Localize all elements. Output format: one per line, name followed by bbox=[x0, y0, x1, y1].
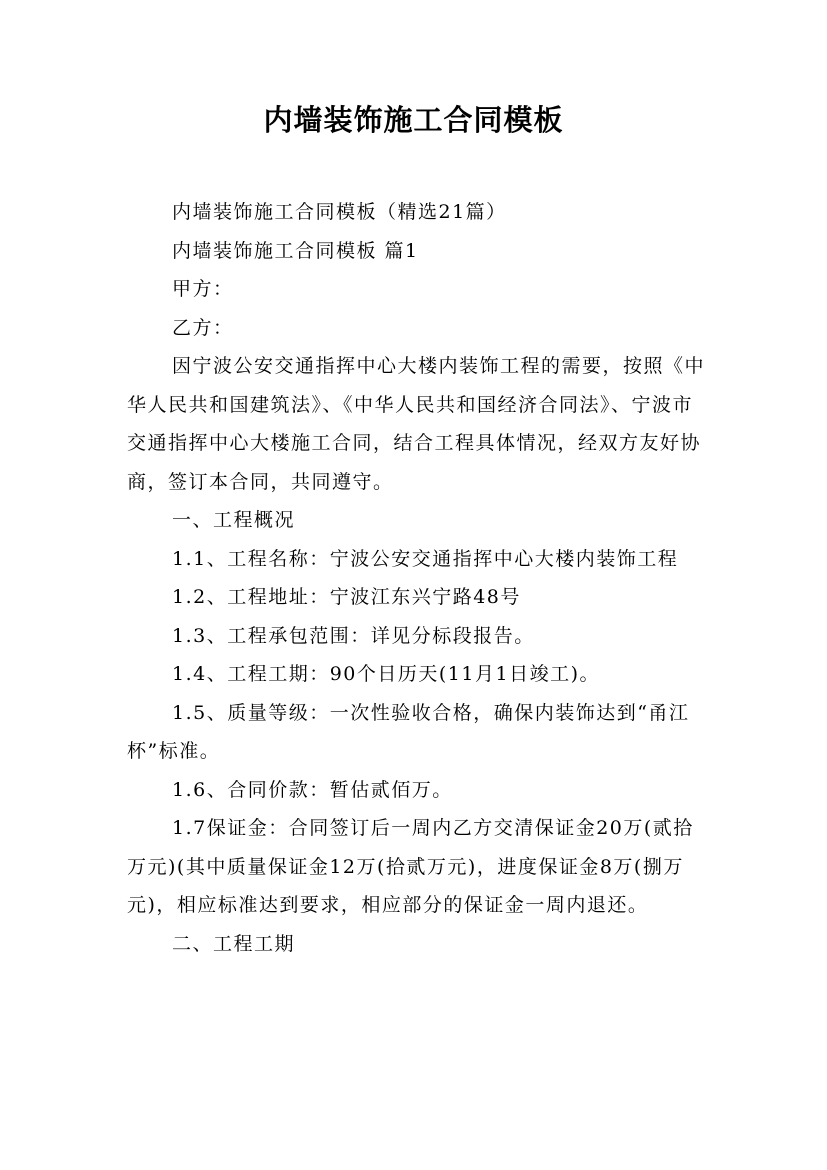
clause-1-4: 1.4、工程工期：90个日历天(11月1日竣工)。 bbox=[172, 663, 600, 685]
paragraph-article-heading: 内墙装饰施工合同模板 篇1 bbox=[172, 239, 419, 262]
paragraph-party-a: 甲方： bbox=[172, 278, 234, 300]
clause-1-1: 1.1、工程名称：宁波公安交通指挥中心大楼内装饰工程 bbox=[172, 547, 679, 570]
clause-1-2: 1.2、工程地址：宁波江东兴宁路48号 bbox=[172, 586, 521, 608]
paragraph-party-b: 乙方： bbox=[172, 316, 234, 339]
clause-1-7: 1.7保证金：合同签订后一周内乙方交清保证金20万(贰拾万元)(其中质量保证金12万(拾贰万元)，进度保证金8万(捌万元)，相应标准达到要求，相应部分的保证金一周内退还。 bbox=[127, 817, 694, 916]
document-title: 内墙装饰施工合同模板 bbox=[263, 103, 564, 137]
paragraph-collection-title: 内墙装饰施工合同模板（精选21篇） bbox=[172, 201, 507, 223]
document-body bbox=[127, 193, 707, 963]
paragraph-preamble: 因宁波公安交通指挥中心大楼内装饰工程的需要，按照《中华人民共和国建筑法》、《中华人民共和国经济合同法》、宁波市交通指挥中心大楼施工合同，结合工程具体情况，经双方友好协商，签订本合同，共同遵守。 bbox=[127, 355, 706, 493]
section-heading-schedule: 二、工程工期 bbox=[172, 932, 296, 955]
clause-1-3: 1.3、工程承包范围：详见分标段报告。 bbox=[172, 624, 535, 647]
clause-1-5: 1.5、质量等级：一次性验收合格，确保内装饰达到“甬江杯”标准。 bbox=[127, 701, 690, 762]
section-heading-overview: 一、工程概况 bbox=[172, 509, 296, 531]
clause-1-6: 1.6、合同价款：暂估贰佰万。 bbox=[172, 778, 453, 801]
